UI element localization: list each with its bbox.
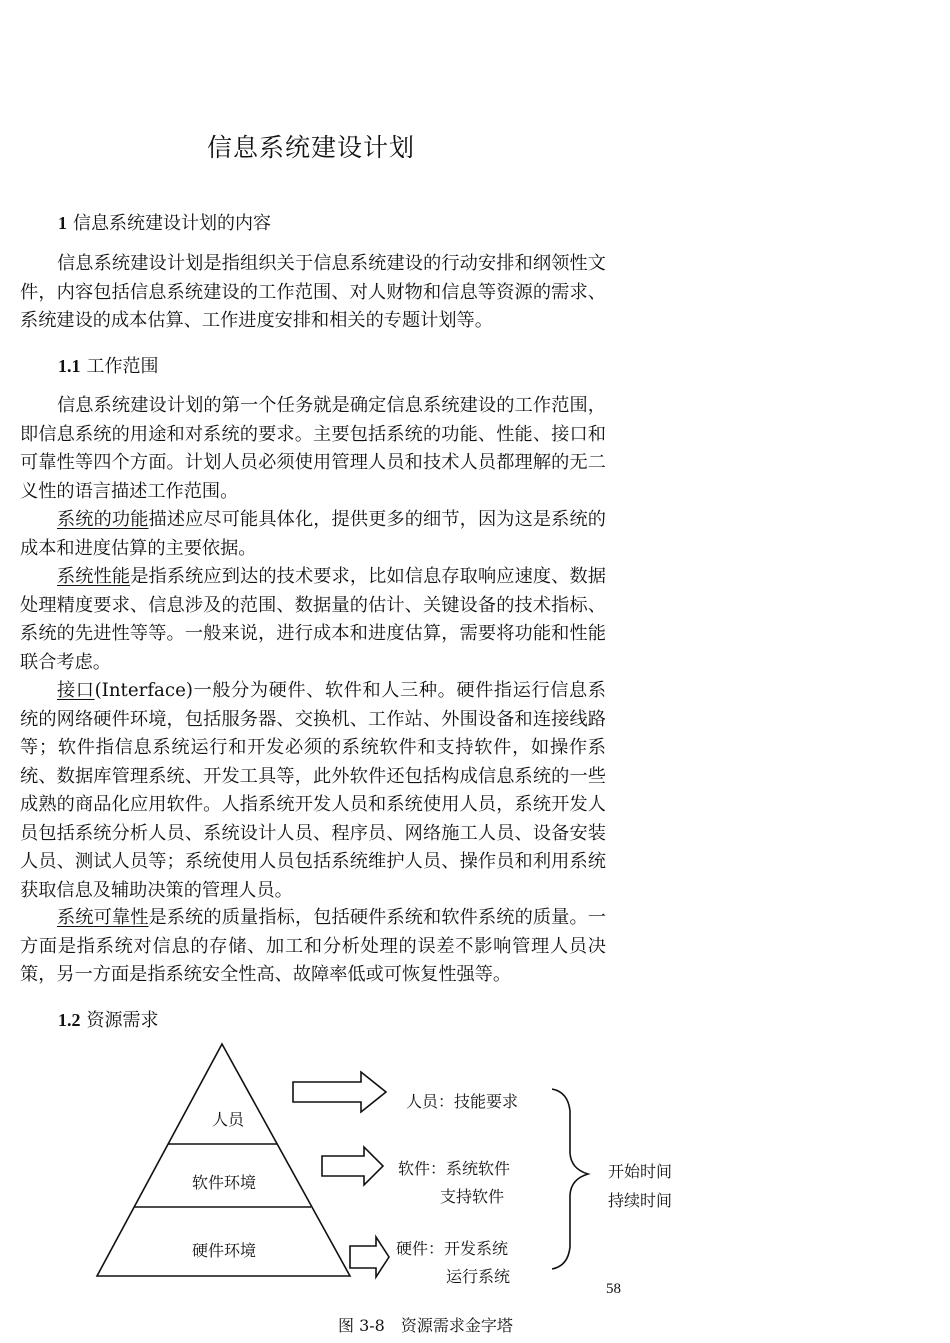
- function-paragraph: [20, 506, 606, 563]
- page-title: 信息系统建设计划: [207, 133, 416, 162]
- section-heading-1: [58, 209, 271, 235]
- section-heading-1-1: [58, 352, 159, 378]
- reliability-term: 系统可靠性: [57, 907, 149, 928]
- function-term: 系统的功能: [57, 509, 149, 530]
- pyramid-level-hardware: 硬件环境: [192, 1241, 257, 1260]
- hardware-requirement-1: 硬件：开发系统: [396, 1239, 509, 1258]
- performance-text: 是指系统应到达的技术要求，比如信息存取响应速度、数据处理精度要求、信息涉及的范围、数据量的估计、关键设备的技术指标、系统的先进性等等。一般来说，进行成本和进度估算，需要将功能和性能联合考虑。: [20, 566, 606, 673]
- pyramid-level-software: 软件环境: [192, 1173, 257, 1192]
- performance-term: 系统性能: [57, 566, 131, 587]
- performance-paragraph: [20, 563, 606, 677]
- arrow-software-icon: [322, 1147, 383, 1185]
- section-label: 工作范围: [86, 356, 159, 377]
- arrow-hardware-icon: [350, 1237, 389, 1277]
- interface-term: 接口: [57, 680, 95, 701]
- reliability-paragraph: [20, 904, 606, 990]
- figure-caption: 图 3-8 资源需求金字塔: [338, 1316, 513, 1335]
- scope-paragraph: 信息系统建设计划的第一个任务就是确定信息系统建设的工作范围，即信息系统的用途和对系统的要求。主要包括系统的功能、性能、接口和可靠性等四个方面。计划人员必须使用管理人员和技术人员都理解的无二义性的语言描述工作范围。: [20, 395, 606, 502]
- arrow-people-icon: [293, 1072, 386, 1112]
- time-label-duration: 持续时间: [608, 1191, 673, 1210]
- people-requirement: 人员：技能要求: [406, 1092, 519, 1111]
- section-number: 1.2: [58, 1010, 81, 1030]
- software-requirement-1: 软件：系统软件: [398, 1159, 511, 1178]
- right-brace-icon: [552, 1089, 588, 1269]
- resource-pyramid-figure: [0, 1035, 950, 1295]
- hardware-requirement-2: 运行系统: [446, 1267, 511, 1286]
- section-label: 资源需求: [86, 1010, 159, 1031]
- interface-paragraph: [20, 677, 606, 905]
- intro-paragraph: 信息系统建设计划是指组织关于信息系统建设的行动安排和纲领性文件，内容包括信息系统建设的工作范围、对人财物和信息等资源的需求、系统建设的成本估算、工作进度安排和相关的专题计划等。: [20, 253, 606, 331]
- section-heading-1-2: [58, 1006, 159, 1032]
- page-number: 58: [606, 1281, 621, 1297]
- interface-text: (Interface)一般分为硬件、软件和人三种。硬件指运行信息系统的网络硬件环境，包括服务器、交换机、工作站、外围设备和连接线路等；软件指信息系统运行和开发必须的系统软件和支持软件，如操作系统、数据库管理系统、开发工具等，此外软件还包括构成信息系统的一些成熟的商品化应用软件。人指系统开发人员和系统使用人员，系统开发人员包括系统分析人员、系统设计人员、程序员、网络施工人员、设备安装人员、测试人员等；系统使用人员包括系统维护人员、操作员和利用系统获取信息及辅助决策的管理人员。: [20, 680, 606, 901]
- pyramid-level-people: 人员: [212, 1110, 245, 1129]
- section-label: 信息系统建设计划的内容: [73, 213, 271, 234]
- section-number: 1.1: [58, 356, 81, 376]
- function-text: 描述应尽可能具体化，提供更多的细节，因为这是系统的成本和进度估算的主要依据。: [20, 509, 606, 559]
- software-requirement-2: 支持软件: [440, 1187, 505, 1206]
- section-number: 1: [58, 213, 67, 233]
- reliability-text: 是系统的质量指标，包括硬件系统和软件系统的质量。一方面是指系统对信息的存储、加工和分析处理的误差不影响管理人员决策，另一方面是指系统安全性高、故障率低或可恢复性强等。: [20, 907, 606, 985]
- time-label-start: 开始时间: [608, 1162, 673, 1181]
